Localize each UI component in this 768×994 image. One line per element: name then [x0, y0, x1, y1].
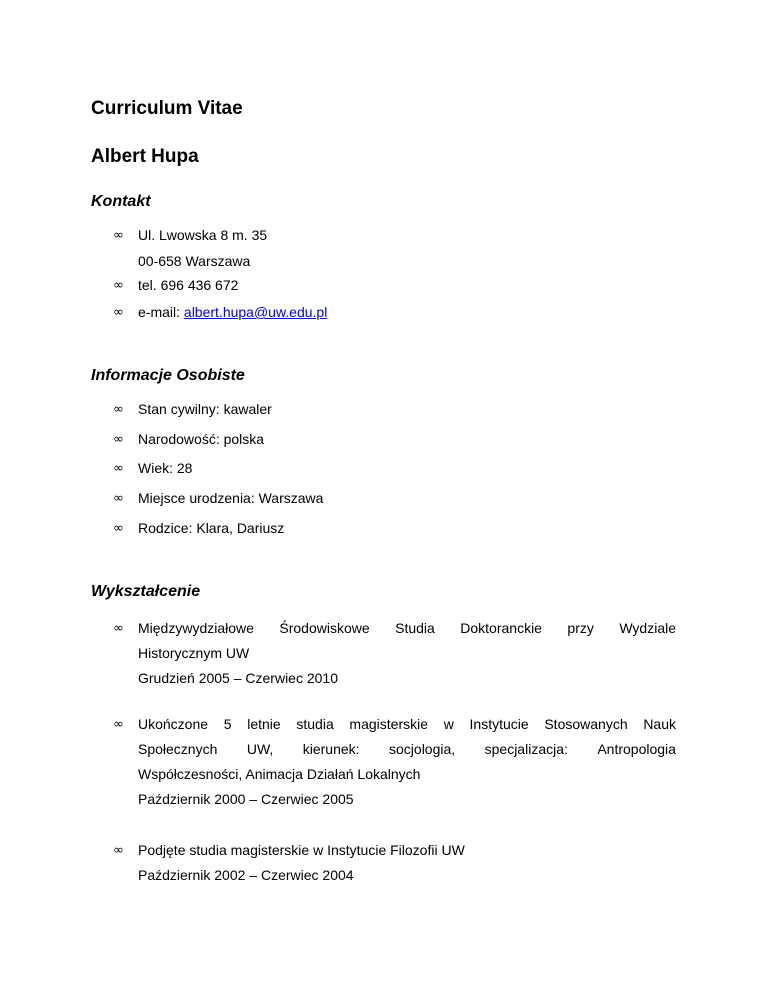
address-line-1: Ul. Lwowska 8 m. 35	[138, 227, 268, 243]
education-entry-line: Ukończone 5 letnie studia magisterskie w Instytucie Stosowanych Nauk	[138, 716, 676, 732]
section-heading-wyksztalcenie: Wykształcenie	[91, 583, 201, 600]
bullet-icon: ∞	[113, 228, 124, 243]
person-name: Albert Hupa	[91, 146, 199, 167]
bullet-icon: ∞	[113, 521, 124, 536]
section-heading-informacje: Informacje Osobiste	[91, 367, 245, 384]
bullet-icon: ∞	[113, 278, 124, 293]
phone-line: tel. 696 436 672	[138, 277, 239, 293]
bullet-icon: ∞	[113, 843, 124, 858]
address-line-2: 00-658 Warszawa	[138, 253, 251, 269]
education-entry-line: Międzywydziałowe Środowiskowe Studia Doktoranckie przy Wydziale	[138, 620, 676, 636]
education-entry-line: Społecznych UW, kierunek: socjologia, specjalizacja: Antropologia	[138, 741, 676, 757]
bullet-icon: ∞	[113, 402, 124, 417]
bullet-icon: ∞	[113, 432, 124, 447]
personal-info-item: Miejsce urodzenia: Warszawa	[138, 490, 324, 506]
section-heading-kontakt: Kontakt	[91, 193, 151, 210]
bullet-icon: ∞	[113, 461, 124, 476]
bullet-icon: ∞	[113, 717, 124, 732]
bullet-icon: ∞	[113, 621, 124, 636]
education-entry-line: Historycznym UW	[138, 645, 250, 661]
personal-info-item: Wiek: 28	[138, 460, 193, 476]
email-link[interactable]: albert.hupa@uw.edu.pl	[183, 304, 328, 320]
personal-info-item: Stan cywilny: kawaler	[138, 401, 272, 417]
bullet-icon: ∞	[113, 491, 124, 506]
email-label: e-mail:	[138, 304, 184, 320]
personal-info-item: Narodowość: polska	[138, 431, 265, 447]
education-entry-line: Współczesności, Animacja Działań Lokalnych	[138, 766, 421, 782]
document-title: Curriculum Vitae	[91, 98, 243, 119]
education-entry-dates: Październik 2002 – Czerwiec 2004	[138, 867, 354, 883]
education-entry-dates: Grudzień 2005 – Czerwiec 2010	[138, 670, 339, 686]
email-line	[138, 304, 327, 321]
personal-info-item: Rodzice: Klara, Dariusz	[138, 520, 285, 536]
bullet-icon: ∞	[113, 305, 124, 320]
education-entry-dates: Październik 2000 – Czerwiec 2005	[138, 791, 354, 807]
education-entry-line: Podjęte studia magisterskie w Instytucie Filozofii UW	[138, 842, 465, 858]
